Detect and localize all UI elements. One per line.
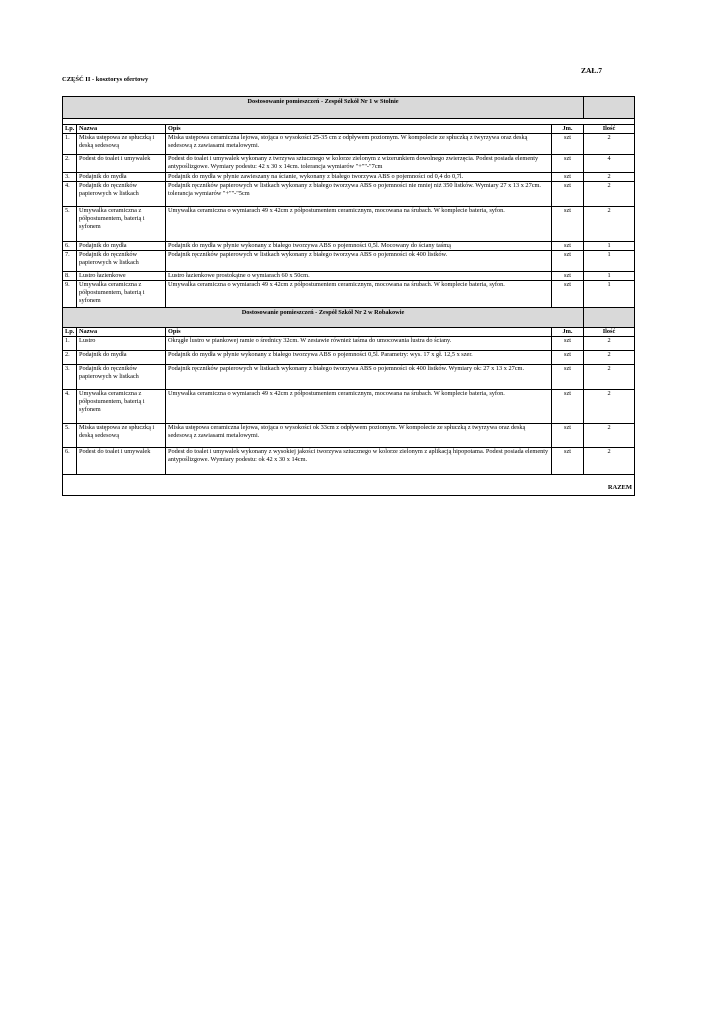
item-name: Podajnik do mydła <box>77 173 166 182</box>
table-row <box>63 390 635 424</box>
item-quantity: 2 <box>584 134 635 155</box>
item-quantity: 2 <box>584 182 635 207</box>
table-row <box>63 242 635 251</box>
item-number: 5. <box>63 207 77 242</box>
section-title: Dostosowanie pomieszczeń - Zespół Szkół Nr 1 w Stolnie <box>63 97 584 119</box>
item-unit: szt <box>552 448 584 475</box>
item-unit: szt <box>552 207 584 242</box>
item-description: Lustro łazienkowe prostokątne o wymiarach 60 x 50cm. <box>166 272 552 281</box>
item-name: Umywalka ceramiczna z półpostumentem, baterią i syfonem <box>77 281 166 308</box>
cost-estimate-table <box>62 96 635 496</box>
item-number: 3. <box>63 365 77 390</box>
item-unit: szt <box>552 155 584 173</box>
item-name: Lustro łazienkowe <box>77 272 166 281</box>
item-description: Umywalka ceramiczna o wymiarach 49 x 42cm z półpostumentem ceramicznym, mocowana na śrubach. W komplecie bateria, syfon. <box>166 281 552 308</box>
col-nazwa: Nazwa <box>77 328 166 337</box>
item-unit: szt <box>552 134 584 155</box>
item-unit: szt <box>552 281 584 308</box>
table-row <box>63 351 635 365</box>
item-number: 2. <box>63 351 77 365</box>
item-quantity: 2 <box>584 351 635 365</box>
item-number: 9. <box>63 281 77 308</box>
item-unit: szt <box>552 337 584 351</box>
section-title: Dostosowanie pomieszczeń - Zespół Szkół Nr 2 w Robakowie <box>63 308 584 328</box>
col-lp: Lp. <box>63 328 77 337</box>
item-quantity: 4 <box>584 155 635 173</box>
section-title-blank <box>584 308 635 328</box>
item-number: 1. <box>63 134 77 155</box>
table-row <box>63 182 635 207</box>
item-number: 6. <box>63 448 77 475</box>
item-name: Miska ustępowa ze spłuczką i deską sedesową <box>77 424 166 448</box>
item-name: Lustro <box>77 337 166 351</box>
item-quantity: 2 <box>584 337 635 351</box>
table-row <box>63 251 635 272</box>
table-body <box>63 97 635 496</box>
col-jm: Jm. <box>552 125 584 134</box>
section-title-row <box>63 97 635 119</box>
col-nazwa: Nazwa <box>77 125 166 134</box>
item-name: Podajnik do ręczników papierowych w listkach <box>77 365 166 390</box>
item-name: Podajnik do ręczników papierowych w listkach <box>77 182 166 207</box>
item-unit: szt <box>552 182 584 207</box>
table-row <box>63 365 635 390</box>
item-unit: szt <box>552 390 584 424</box>
item-number: 4. <box>63 390 77 424</box>
item-number: 4. <box>63 182 77 207</box>
section-title-blank <box>584 97 635 119</box>
item-description: Podajnik do mydła w płynie wykonany z białego tworzywa ABS o pojemności 0,5l. Mocowany do ściany taśmą <box>166 242 552 251</box>
item-name: Umywalka ceramiczna z półpostumentem, baterią i syfonem <box>77 390 166 424</box>
item-description: Podest do toalet i umywalek wykonany z wysokiej jakości tworzywa sztucznego w kolorze zielonym z aplikacją hipopotama. Podest posiada elementy antypoślizgowe. Wymiary podestu: ok 42 x 30 x 14cm. <box>166 448 552 475</box>
item-description: Umywalka ceramiczna o wymiarach 49 x 42cm z półpostumentem ceramicznym, mocowana na śrubach. W komplecie bateria, syfon. <box>166 390 552 424</box>
table-row <box>63 337 635 351</box>
item-quantity: 1 <box>584 242 635 251</box>
item-number: 8. <box>63 272 77 281</box>
item-description: Podest do toalet i umywalek wykonany z twrzywa sztucznego w kolorze zielonym z wizerunkiem dowolnego zwierzęcia. Podest posiada elementy antypoślizgowe. Wymiary podestu: 42 x 30 x 14cm. tolerancja wymiarów "+""-"7cm <box>166 155 552 173</box>
part-title: CZĘŚĆ II - kosztorys ofertowy <box>62 76 149 83</box>
item-quantity: 2 <box>584 424 635 448</box>
item-name: Podest do toalet i umywalek <box>77 155 166 173</box>
item-description: Podajnik do mydła w płynie wykonany z białego tworzywa ABS o pojemności 0,5l. Parametry: wys. 17 x gł. 12,5 x szer. <box>166 351 552 365</box>
item-unit: szt <box>552 251 584 272</box>
item-name: Podajnik do mydła <box>77 351 166 365</box>
item-description: Podajnik ręczników papierowych w listkach wykonany z białego tworzywa ABS o pojemności ok 400 listków. <box>166 251 552 272</box>
col-opis: Opis <box>166 328 552 337</box>
table-row <box>63 424 635 448</box>
section-title-row <box>63 308 635 328</box>
item-unit: szt <box>552 173 584 182</box>
item-description: Miska ustępowa ceramiczna lejowa, stojąca o wysokości 25-35 cm z odpływem poziomym. W kompolecie ze spłuczką z twyrzywa oraz deską sedesową z zawiasami metalowymi. <box>166 134 552 155</box>
table-row <box>63 281 635 308</box>
item-quantity: 2 <box>584 173 635 182</box>
col-opis: Opis <box>166 125 552 134</box>
item-quantity: 1 <box>584 281 635 308</box>
item-unit: szt <box>552 424 584 448</box>
item-quantity: 1 <box>584 251 635 272</box>
item-quantity: 2 <box>584 365 635 390</box>
item-number: 1. <box>63 337 77 351</box>
col-jm: Jm. <box>552 328 584 337</box>
attachment-number: ZAŁ.7 <box>581 66 603 75</box>
column-header-row <box>63 125 635 134</box>
item-number: 7. <box>63 251 77 272</box>
item-unit: szt <box>552 272 584 281</box>
item-unit: szt <box>552 351 584 365</box>
item-description: Podajnik ręczników papierowych w listkach wykonany z białego tworzywa ABS o pojemności nie mniej niż 350 listków. Wymiary 27 x 13 x 27cm. tolerancja wymiarów "+""-"5cm <box>166 182 552 207</box>
item-quantity: 2 <box>584 448 635 475</box>
item-description: Okrągłe lustro w piankowej ramie o średnicy 32cm. W zestawie również taśma do umocowania lustra do ściany. <box>166 337 552 351</box>
table-row <box>63 134 635 155</box>
item-description: Miska ustępowa ceramiczna lejowa, stojąca o wysokości ok 33cm z odpływem poziomym. W kompolecie ze spłuczką z twyrzywa oraz deską sedesową z zawiasami metalowymi. <box>166 424 552 448</box>
table-row <box>63 448 635 475</box>
item-name: Miska ustępowa ze spłuczką i deską sedesową <box>77 134 166 155</box>
total-row <box>63 475 635 496</box>
table-row <box>63 155 635 173</box>
item-quantity: 2 <box>584 207 635 242</box>
item-number: 3. <box>63 173 77 182</box>
item-name: Podajnik do mydła <box>77 242 166 251</box>
item-unit: szt <box>552 365 584 390</box>
total-label: RAZEM <box>63 475 635 496</box>
item-name: Umywalka ceramiczna z półpostumentem, baterią i syfonem <box>77 207 166 242</box>
item-description: Podajnik do mydła w płynie zawieszany na ścianie, wykonany z białego tworzywa ABS o pojemności od 0,4 do 0,7l. <box>166 173 552 182</box>
item-unit: szt <box>552 242 584 251</box>
item-quantity: 2 <box>584 390 635 424</box>
table-row <box>63 272 635 281</box>
col-ilosc: Ilość <box>584 328 635 337</box>
table-row <box>63 207 635 242</box>
item-description: Podajnik ręczników papierowych w listkach wykonany z białego tworzywa ABS o pojemności ok 400 listków. Wymiary ok: 27 x 13 x 27cm. <box>166 365 552 390</box>
col-ilosc: Ilość <box>584 125 635 134</box>
column-header-row <box>63 328 635 337</box>
col-lp: Lp. <box>63 125 77 134</box>
item-description: Umywalka ceramiczna o wymiarach 49 x 42cm z półpostumentem ceramicznym, mocowana na śrubach. W komplecie bateria, syfon. <box>166 207 552 242</box>
item-quantity: 1 <box>584 272 635 281</box>
item-number: 5. <box>63 424 77 448</box>
item-name: Podest do toalet i umywalek <box>77 448 166 475</box>
item-number: 2. <box>63 155 77 173</box>
table-row <box>63 173 635 182</box>
item-number: 6. <box>63 242 77 251</box>
item-name: Podajnik do ręczników papierowych w listkach <box>77 251 166 272</box>
